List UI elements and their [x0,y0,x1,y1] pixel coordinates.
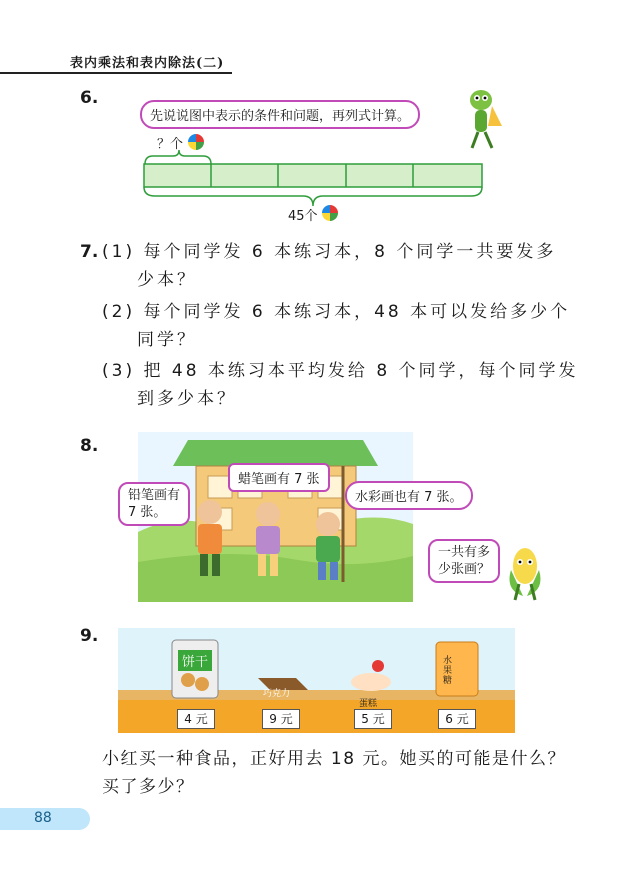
question-6-number: 6. [80,88,99,108]
q7-part1-line1: (1) 每个同学发 6 本练习本，8 个同学一共要发多 [102,242,557,262]
ball-icon [322,205,338,221]
q9-price-biscuit: 4 元 [177,709,215,729]
q9-cake-label: 蛋糕 [359,699,378,709]
q7-part2-line1: (2) 每个同学发 6 本练习本，48 本可以发给多少个 [102,302,571,322]
header-rule [0,72,232,74]
mascot-grasshopper-icon [458,86,504,152]
mascot-corn-icon [503,540,547,602]
q9-biscuit-label: 饼干 [178,650,212,671]
q9-candy-label: 水果糖 [443,656,453,686]
ball-icon [188,134,204,150]
q7-part3-line1: (3) 把 48 本练习本平均发给 8 个同学，每个同学发 [102,361,579,381]
q9-price-chocolate: 9 元 [262,709,300,729]
q8-crayon-bubble: 蜡笔画有 7 张 [228,463,330,492]
q8-mascot-bubble-line2: 少张画？ [438,562,491,577]
question-8-number: 8. [80,436,99,456]
q6-hint-bubble: 先说说图中表示的条件和问题，再列式计算。 [140,100,420,129]
q7-part2-line2: 同学？ [137,330,197,350]
q9-price-cake: 5 元 [354,709,392,729]
q6-unknown-label: ？个 [157,137,184,152]
q7-part3-line2: 到多少本？ [137,389,237,409]
q9-text-line2: 买了多少？ [102,777,195,797]
question-9-number: 9. [80,626,99,646]
q8-pencil-bubble-line1: 铅笔画有 [128,488,181,503]
q8-watercolor-bubble: 水彩画也有 7 张。 [345,481,473,510]
page-number: 88 [34,810,52,826]
q7-part1-line2: 少本？ [137,270,197,290]
q9-text-line1: 小红买一种食品，正好用去 18 元。她买的可能是什么？ [102,749,566,769]
q8-mascot-bubble-line1: 一共有多 [438,545,491,560]
question-7-number: 7. [80,242,99,262]
chapter-title: 表内乘法和表内除法(二) [70,56,225,71]
q9-price-candy: 6 元 [438,709,476,729]
q9-chocolate-label: 巧克力 [263,689,291,699]
q8-pencil-bubble-line2: 7 张。 [128,505,167,520]
q6-segment-bar [143,150,485,210]
q6-total-label: 45个 [288,209,318,224]
